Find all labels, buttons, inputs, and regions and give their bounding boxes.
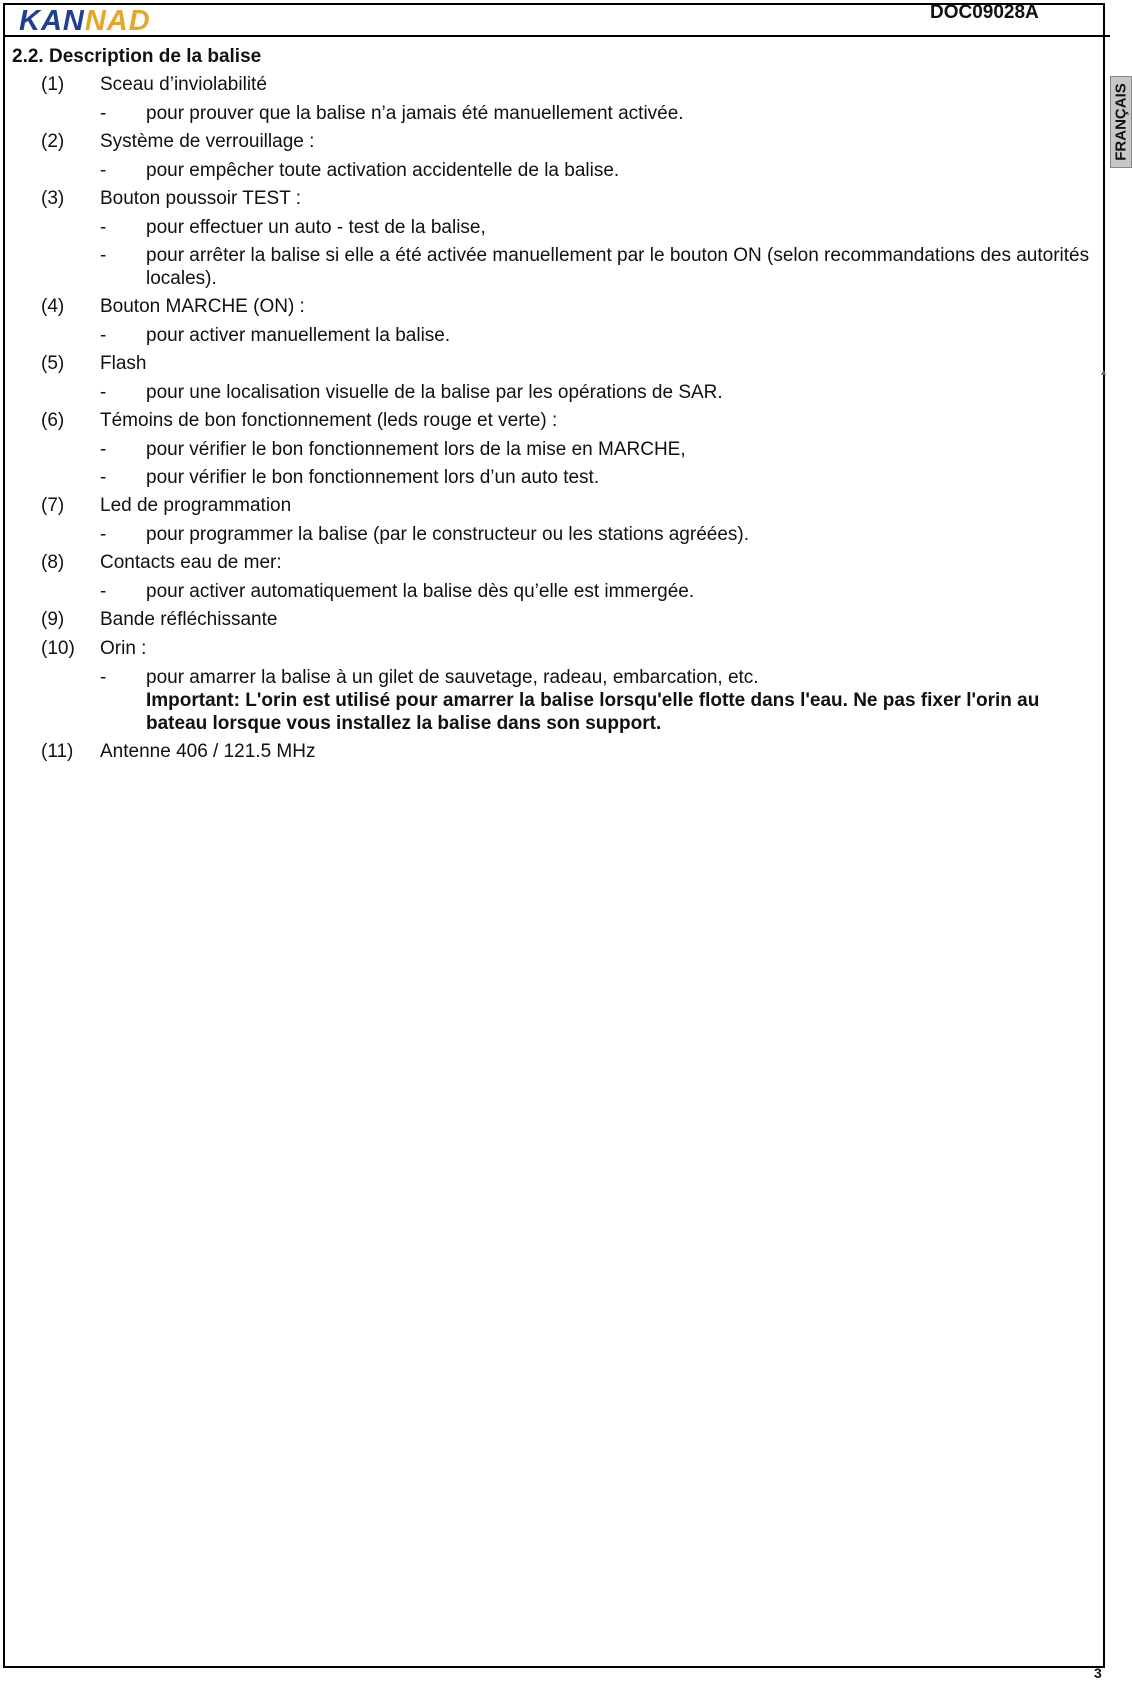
item-number: (8) bbox=[41, 552, 65, 573]
list-item bbox=[12, 548, 1102, 577]
bullet-dash: - bbox=[100, 667, 107, 688]
item-label: Contacts eau de mer: bbox=[100, 552, 282, 573]
description-list bbox=[12, 70, 1102, 766]
list-item bbox=[12, 70, 1102, 99]
item-label: Bande réfléchissante bbox=[100, 609, 278, 630]
item-number: (3) bbox=[41, 188, 65, 209]
item-number: (10) bbox=[41, 638, 75, 659]
item-label: Antenne 406 / 121.5 MHz bbox=[100, 741, 316, 762]
sub-item bbox=[12, 577, 1102, 605]
logo-part-2: NAD bbox=[84, 5, 151, 37]
sub-item-text: pour effectuer un auto - test de la balise, bbox=[146, 217, 486, 238]
sub-item bbox=[12, 435, 1102, 463]
sub-item-text: pour empêcher toute activation accidentelle de la balise. bbox=[146, 160, 620, 181]
list-item bbox=[12, 127, 1102, 156]
sub-item-text: pour une localisation visuelle de la balise par les opérations de SAR. bbox=[146, 382, 723, 403]
header-divider bbox=[3, 35, 1110, 37]
sub-item bbox=[12, 241, 1102, 292]
bullet-dash: - bbox=[100, 245, 107, 266]
item-number: (4) bbox=[41, 296, 65, 317]
kannad-logo bbox=[19, 5, 151, 37]
margin-mark: ▴ bbox=[1101, 367, 1107, 378]
sub-item bbox=[12, 321, 1102, 349]
sub-item-text: pour vérifier le bon fonctionnement lors d’un auto test. bbox=[146, 467, 600, 488]
sub-item bbox=[12, 520, 1102, 548]
language-tab-label: FRANÇAIS bbox=[1112, 83, 1130, 161]
sub-item bbox=[12, 378, 1102, 406]
bullet-dash: - bbox=[100, 467, 107, 488]
bullet-dash: - bbox=[100, 524, 107, 545]
sub-item-text: pour prouver que la balise n’a jamais été manuellement activée. bbox=[146, 103, 684, 124]
item-label: Système de verrouillage : bbox=[100, 131, 315, 152]
item-number: (6) bbox=[41, 410, 65, 431]
list-item bbox=[12, 292, 1102, 321]
bullet-dash: - bbox=[100, 325, 107, 346]
item-label: Témoins de bon fonctionnement (leds rouge et verte) : bbox=[100, 410, 558, 431]
logo-part-1: KAN bbox=[19, 5, 85, 37]
item-label: Led de programmation bbox=[100, 495, 292, 516]
bullet-dash: - bbox=[100, 382, 107, 403]
important-note: Important: L'orin est utilisé pour amarrer la balise lorsqu'elle flotte dans l'eau. Ne pas fixer l'orin au bateau lorsque vous installez la balise dans son support. bbox=[146, 690, 1040, 734]
section-title: 2.2. Description de la balise bbox=[12, 46, 262, 67]
sub-item bbox=[12, 156, 1102, 184]
language-tab bbox=[1110, 76, 1132, 168]
list-item bbox=[12, 184, 1102, 213]
page-content bbox=[12, 43, 1102, 766]
sub-item-text: pour activer automatiquement la balise dès qu’elle est immergée. bbox=[146, 581, 695, 602]
list-item bbox=[12, 605, 1102, 634]
item-label: Flash bbox=[100, 353, 147, 374]
bullet-dash: - bbox=[100, 160, 107, 181]
list-item bbox=[12, 491, 1102, 520]
sub-item-text: pour arrêter la balise si elle a été activée manuellement par le bouton ON (selon recommandations des autorités locales). bbox=[146, 245, 1090, 289]
item-number: (11) bbox=[41, 741, 74, 762]
sub-item bbox=[12, 213, 1102, 241]
sub-item bbox=[12, 663, 1102, 737]
sub-item bbox=[12, 463, 1102, 491]
item-number: (7) bbox=[41, 495, 65, 516]
item-number: (2) bbox=[41, 131, 65, 152]
sub-item-text: pour activer manuellement la balise. bbox=[146, 325, 451, 346]
page-number: 3 bbox=[1094, 1665, 1102, 1681]
list-item bbox=[12, 349, 1102, 378]
list-item bbox=[12, 406, 1102, 435]
bullet-dash: - bbox=[100, 581, 107, 602]
sub-item-text: pour programmer la balise (par le constructeur ou les stations agréées). bbox=[146, 524, 750, 545]
item-number: (5) bbox=[41, 353, 65, 374]
bullet-dash: - bbox=[100, 217, 107, 238]
item-label: Orin : bbox=[100, 638, 147, 659]
sub-item bbox=[12, 99, 1102, 127]
sub-item-text: pour vérifier le bon fonctionnement lors de la mise en MARCHE, bbox=[146, 439, 686, 460]
item-number: (9) bbox=[41, 609, 65, 630]
bullet-dash: - bbox=[100, 103, 107, 124]
list-item bbox=[12, 634, 1102, 663]
list-item bbox=[12, 737, 1102, 766]
item-label: Bouton MARCHE (ON) : bbox=[100, 296, 305, 317]
item-number: (1) bbox=[41, 74, 65, 95]
document-id: DOC09028A bbox=[930, 2, 1039, 23]
bullet-dash: - bbox=[100, 439, 107, 460]
item-label: Bouton poussoir TEST : bbox=[100, 188, 302, 209]
item-label: Sceau d’inviolabilité bbox=[100, 74, 267, 95]
sub-item-text: pour amarrer la balise à un gilet de sauvetage, radeau, embarcation, etc. bbox=[146, 667, 759, 688]
